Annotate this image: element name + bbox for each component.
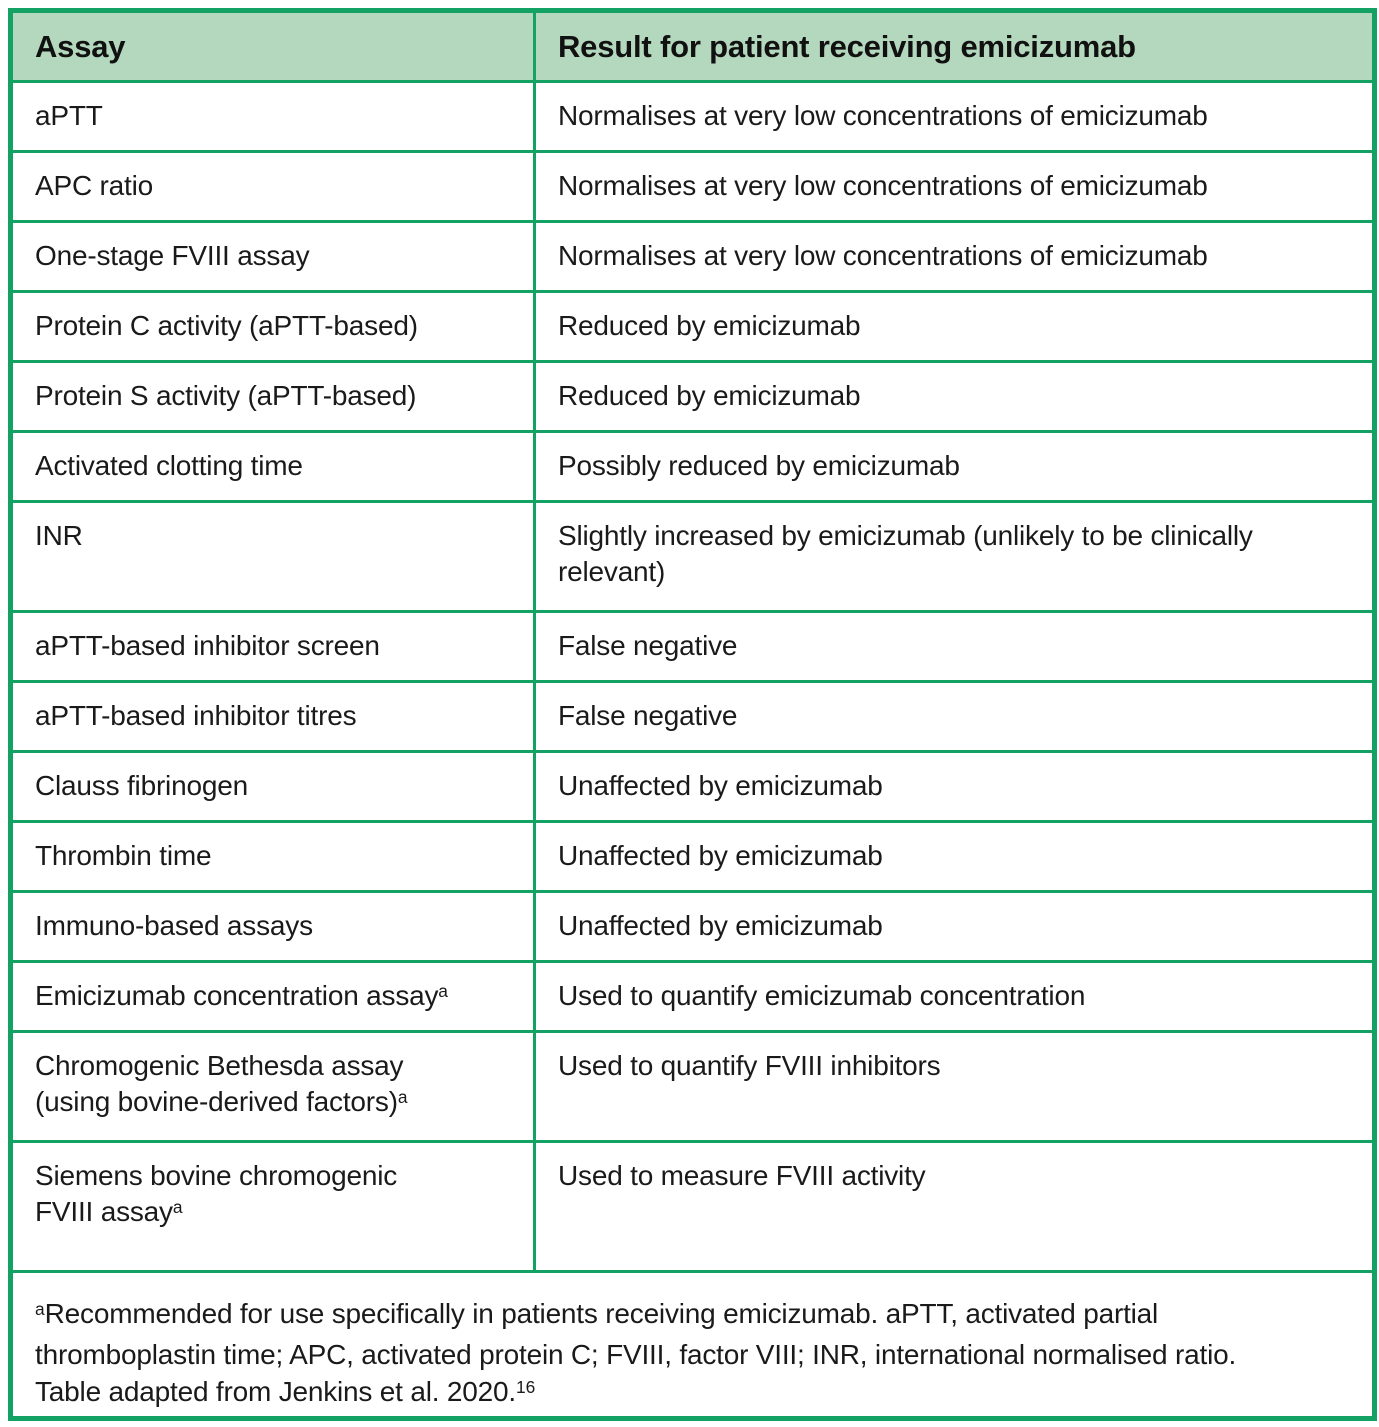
table-body [13, 80, 1372, 1270]
table-row-3 [13, 220, 1372, 290]
result-cell [536, 963, 1372, 1030]
result-cell [536, 893, 1372, 960]
footnote-marker: a [35, 1299, 45, 1320]
result-text: False negative [558, 630, 738, 661]
result-text: Reduced by emicizumab [558, 310, 861, 341]
result-cell [536, 433, 1372, 500]
assay-cell [13, 963, 536, 1030]
result-cell [536, 683, 1372, 750]
assay-text: Thrombin time [35, 840, 212, 871]
footnote-line: $^a$Recommended for use specifically in patients receiving emicizumab. aPTT, activated partial [35, 1298, 1159, 1329]
assay-cell [13, 153, 536, 220]
footnote-line: thromboplastin time; APC, activated protein C; FVIII, factor VIII; INR, international normalised ratio. [35, 1339, 1237, 1370]
result-text: Used to quantify FVIII inhibitors [558, 1050, 941, 1081]
assay-text: FVIII assay$^a$ [35, 1196, 183, 1227]
assay-text: Activated clotting time [35, 450, 303, 481]
result-text: Reduced by emicizumab [558, 380, 861, 411]
result-text: Unaffected by emicizumab [558, 840, 883, 871]
assay-text: Siemens bovine chromogenic [35, 1160, 398, 1191]
assay-text: aPTT-based inhibitor screen [35, 630, 380, 661]
result-text: relevant) [558, 556, 666, 587]
footnote-marker: a [438, 981, 448, 1002]
result-cell [536, 503, 1372, 610]
assay-text: INR [35, 520, 83, 551]
assay-cell [13, 223, 536, 290]
assay-cell [13, 753, 536, 820]
assay-cell [13, 363, 536, 430]
table-row-10 [13, 750, 1372, 820]
assay-text: Emicizumab concentration assay$^a$ [35, 980, 448, 1011]
result-text: Normalises at very low concentrations of emicizumab [558, 170, 1208, 201]
assay-cell [13, 293, 536, 360]
result-text: Normalises at very low concentrations of emicizumab [558, 240, 1208, 271]
table-row-8 [13, 610, 1372, 680]
table-row-1 [13, 80, 1372, 150]
result-cell [536, 153, 1372, 220]
result-cell [536, 293, 1372, 360]
result-cell [536, 753, 1372, 820]
assay-cell [13, 823, 536, 890]
table-row-11 [13, 820, 1372, 890]
assay-cell [13, 503, 536, 610]
table-row-13 [13, 960, 1372, 1030]
assay-text: Protein C activity (aPTT-based) [35, 310, 418, 341]
result-text: Slightly increased by emicizumab (unlikely to be clinically [558, 520, 1253, 551]
result-cell [536, 613, 1372, 680]
footnote-marker: a [397, 1087, 408, 1108]
assay-cell [13, 613, 536, 680]
assay-text: aPTT [35, 100, 103, 131]
assay-results-table [8, 8, 1377, 1421]
assay-text: Protein S activity (aPTT-based) [35, 380, 417, 411]
result-text: Unaffected by emicizumab [558, 910, 883, 941]
table-row-2 [13, 150, 1372, 220]
reference-number: 16 [515, 1377, 536, 1398]
footnote-marker: a [172, 1197, 183, 1218]
assay-text: Immuno-based assays [35, 910, 313, 941]
assay-text: APC ratio [35, 170, 154, 201]
result-cell [536, 823, 1372, 890]
result-cell [536, 363, 1372, 430]
result-cell [536, 1033, 1372, 1140]
footnote-line: Table adapted from Jenkins et al. 2020.16 [35, 1376, 536, 1407]
table-row-9 [13, 680, 1372, 750]
table-row-6 [13, 430, 1372, 500]
assay-cell [13, 1143, 536, 1270]
assay-text: One-stage FVIII assay [35, 240, 310, 271]
assay-text: Chromogenic Bethesda assay [35, 1050, 404, 1081]
table-row-15 [13, 1140, 1372, 1270]
table-footnote [13, 1270, 1372, 1414]
column-header-assay: Assay [13, 13, 536, 80]
assay-text: aPTT-based inhibitor titres [35, 700, 357, 731]
assay-text: (using bovine-derived factors)$^a$ [35, 1086, 408, 1117]
table-row-12 [13, 890, 1372, 960]
result-cell [536, 83, 1372, 150]
result-cell [536, 1143, 1372, 1270]
result-text: Used to measure FVIII activity [558, 1160, 926, 1191]
result-text: Possibly reduced by emicizumab [558, 450, 960, 481]
table-row-7 [13, 500, 1372, 610]
assay-cell [13, 83, 536, 150]
result-cell [536, 223, 1372, 290]
result-text: Used to quantify emicizumab concentration [558, 980, 1086, 1011]
assay-text: Clauss fibrinogen [35, 770, 248, 801]
assay-cell [13, 893, 536, 960]
table-row-4 [13, 290, 1372, 360]
assay-cell [13, 683, 536, 750]
assay-cell [13, 1033, 536, 1140]
column-header-result: Result for patient receiving emicizumab [558, 29, 1136, 64]
table-header-row [13, 13, 1372, 80]
assay-cell [13, 433, 536, 500]
table-row-14 [13, 1030, 1372, 1140]
result-text: False negative [558, 700, 738, 731]
result-text: Normalises at very low concentrations of emicizumab [558, 100, 1208, 131]
result-text: Unaffected by emicizumab [558, 770, 883, 801]
table-row-5 [13, 360, 1372, 430]
